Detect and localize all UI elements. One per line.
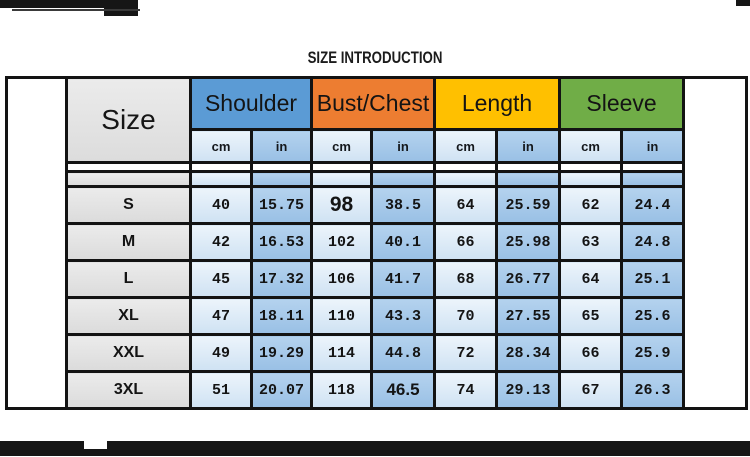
size-header-cell: Size	[67, 78, 191, 163]
size-label: XL	[67, 298, 191, 335]
table-row-3xl	[7, 372, 747, 409]
unit-cm-cell: cm	[560, 130, 622, 163]
table-row-m	[7, 224, 747, 261]
value-cell: 42	[191, 224, 252, 261]
value-cell: 25.1	[622, 261, 684, 298]
value-cell: 19.29	[252, 335, 312, 372]
value-cell: 65	[560, 298, 622, 335]
value-cell: 64	[560, 261, 622, 298]
page-title: SIZE INTRODUCTION	[307, 48, 443, 67]
value-cell: 66	[435, 224, 497, 261]
value-cell: 40.1	[372, 224, 435, 261]
value-cell: 45	[191, 261, 252, 298]
value-cell: 64	[435, 187, 497, 224]
value-cell: 68	[435, 261, 497, 298]
value-cell: 110	[312, 298, 372, 335]
value-cell: 47	[191, 298, 252, 335]
value-cell: 25.6	[622, 298, 684, 335]
value-cell: 40	[191, 187, 252, 224]
top-torn-edge	[0, 0, 138, 8]
value-cell: 15.75	[252, 187, 312, 224]
size-label: S	[67, 187, 191, 224]
size-label: M	[67, 224, 191, 261]
value-cell: 24.4	[622, 187, 684, 224]
table-row-xl	[7, 298, 747, 335]
value-cell: 25.9	[622, 335, 684, 372]
value-cell: 49	[191, 335, 252, 372]
value-cell: 20.07	[252, 372, 312, 409]
table-row-xxl	[7, 335, 747, 372]
table-row-l	[7, 261, 747, 298]
sleeve-header-cell: Sleeve	[560, 78, 684, 130]
size-table	[5, 76, 748, 410]
value-cell: 38.5	[372, 187, 435, 224]
value-cell: 114	[312, 335, 372, 372]
unit-in-cell: in	[372, 130, 435, 163]
value-cell: 41.7	[372, 261, 435, 298]
value-cell: 102	[312, 224, 372, 261]
left-margin-cell	[7, 78, 67, 409]
value-cell: 51	[191, 372, 252, 409]
unit-cm-cell: cm	[191, 130, 252, 163]
value-cell: 26.3	[622, 372, 684, 409]
unit-in-cell: in	[497, 130, 560, 163]
value-cell: 25.98	[497, 224, 560, 261]
unit-cm-cell: cm	[435, 130, 497, 163]
value-cell: 24.8	[622, 224, 684, 261]
value-cell: 44.8	[372, 335, 435, 372]
size-label: XXL	[67, 335, 191, 372]
value-cell: 63	[560, 224, 622, 261]
value-cell: 70	[435, 298, 497, 335]
unit-in-cell: in	[622, 130, 684, 163]
value-cell: 18.11	[252, 298, 312, 335]
value-cell: 28.34	[497, 335, 560, 372]
value-cell: 74	[435, 372, 497, 409]
top-right-torn-edge	[736, 0, 750, 6]
unit-in-cell: in	[252, 130, 312, 163]
value-cell: 16.53	[252, 224, 312, 261]
bottom-torn-edge-notch	[84, 441, 107, 449]
value-cell: 98	[312, 187, 372, 224]
spacer-row-colored	[7, 172, 747, 187]
value-cell: 106	[312, 261, 372, 298]
value-cell: 67	[560, 372, 622, 409]
shoulder-header-cell: Shoulder	[191, 78, 312, 130]
value-cell: 46.5	[372, 372, 435, 409]
size-label: 3XL	[67, 372, 191, 409]
value-cell: 62	[560, 187, 622, 224]
size-label: L	[67, 261, 191, 298]
bottom-torn-edge	[0, 441, 750, 456]
value-cell: 66	[560, 335, 622, 372]
value-cell: 27.55	[497, 298, 560, 335]
spacer-row-white	[7, 163, 747, 172]
top-torn-edge-line	[12, 9, 140, 11]
table-row-s	[7, 187, 747, 224]
value-cell: 17.32	[252, 261, 312, 298]
length-header-cell: Length	[435, 78, 560, 130]
right-margin-cell	[684, 78, 747, 409]
value-cell: 29.13	[497, 372, 560, 409]
value-cell: 25.59	[497, 187, 560, 224]
value-cell: 72	[435, 335, 497, 372]
value-cell: 118	[312, 372, 372, 409]
bust-chest-header-cell: Bust/Chest	[312, 78, 435, 130]
unit-cm-cell: cm	[312, 130, 372, 163]
value-cell: 26.77	[497, 261, 560, 298]
value-cell: 43.3	[372, 298, 435, 335]
